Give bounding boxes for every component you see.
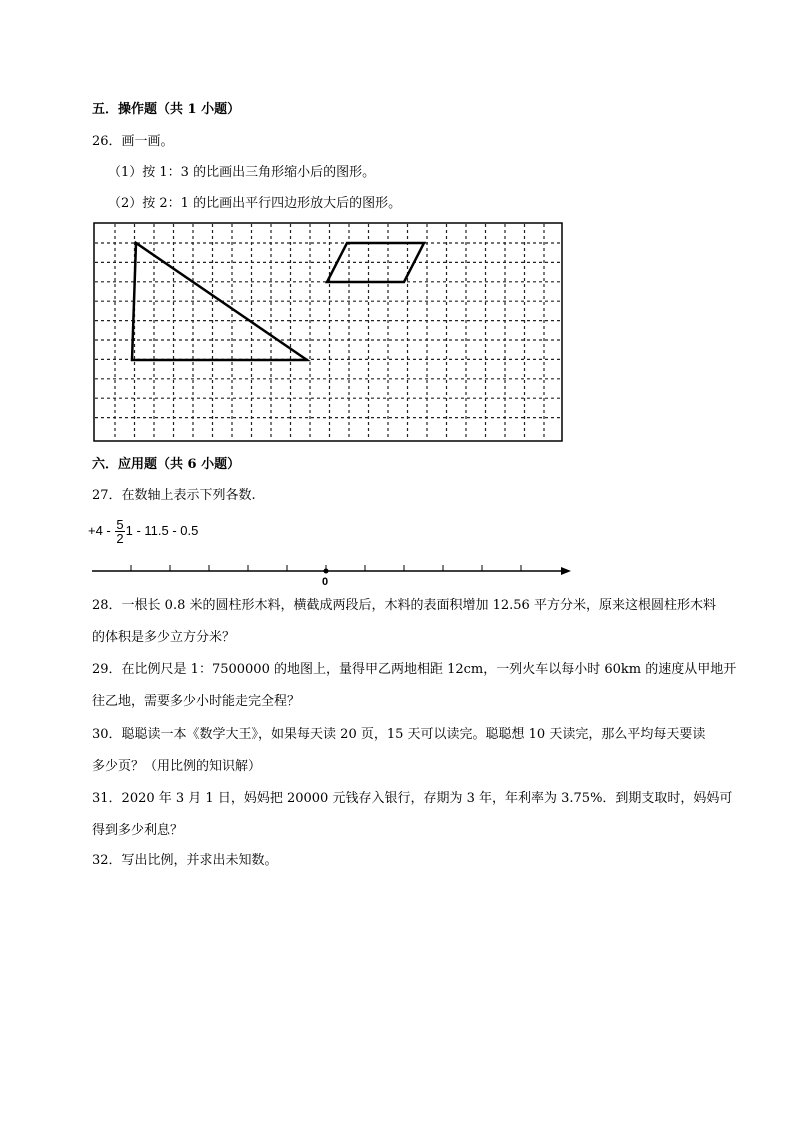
question-30-line-1: 30．聪聪读一本《数学大王》，如果每天读 20 页，15 天可以读完。聪聪想 10 天读完，那么平均每天要读 <box>92 727 706 742</box>
grid-border <box>94 223 562 441</box>
question-27-numbers <box>88 516 198 546</box>
question-26-part-2: （2）按 2：1 的比画出平行四边形放大后的图形。 <box>108 196 402 211</box>
question-28-line-2: 的体积是多少立方分米？ <box>92 630 236 645</box>
section-heading-operations: 五．操作题（共 1 小题） <box>92 102 241 117</box>
question-29-line-2: 往乙地，需要多少小时能走完全程？ <box>92 694 301 709</box>
origin-point <box>324 569 329 574</box>
fraction-denominator: 2 <box>116 531 124 547</box>
fraction-numerator: 5 <box>116 517 124 533</box>
question-30-line-2: 多少页？（用比例的知识解） <box>92 759 262 774</box>
question-32-line-1: 32．写出比例，并求出未知数。 <box>92 853 278 868</box>
number-line-zero-label: 0 <box>322 576 329 588</box>
expr-part-a: +4 - <box>88 523 115 538</box>
question-31-line-2: 得到多少利息？ <box>92 823 184 838</box>
expr-part-b: 1 - 11.5 - 0.5 <box>125 523 199 538</box>
arrow-icon <box>561 567 571 575</box>
question-26-title: 26．画一画。 <box>92 134 174 149</box>
number-line <box>92 565 571 575</box>
question-27-title: 27．在数轴上表示下列各数. <box>92 488 256 503</box>
question-26-part-1: （1）按 1：3 的比画出三角形缩小后的图形。 <box>108 165 376 180</box>
question-28-line-1: 28．一根长 0.8 米的圆柱形木料，横截成两段后，木料的表面积增加 12.56 平方分米，原来这根圆柱形木料 <box>92 598 716 613</box>
fraction-five-halves <box>115 518 124 545</box>
question-31-line-1: 31．2020 年 3 月 1 日，妈妈把 20000 元钱存入银行，存期为 3 年，年利率为 3.75%．到期支取时，妈妈可 <box>92 791 733 806</box>
triangle-shape <box>132 243 307 360</box>
question-29-line-1: 29．在比例尺是 1：7500000 的地图上，量得甲乙两地相距 12cm，一列火车以每小时 60km 的速度从甲地开 <box>92 662 737 677</box>
section-heading-applications: 六．应用题（共 6 小题） <box>92 457 241 472</box>
